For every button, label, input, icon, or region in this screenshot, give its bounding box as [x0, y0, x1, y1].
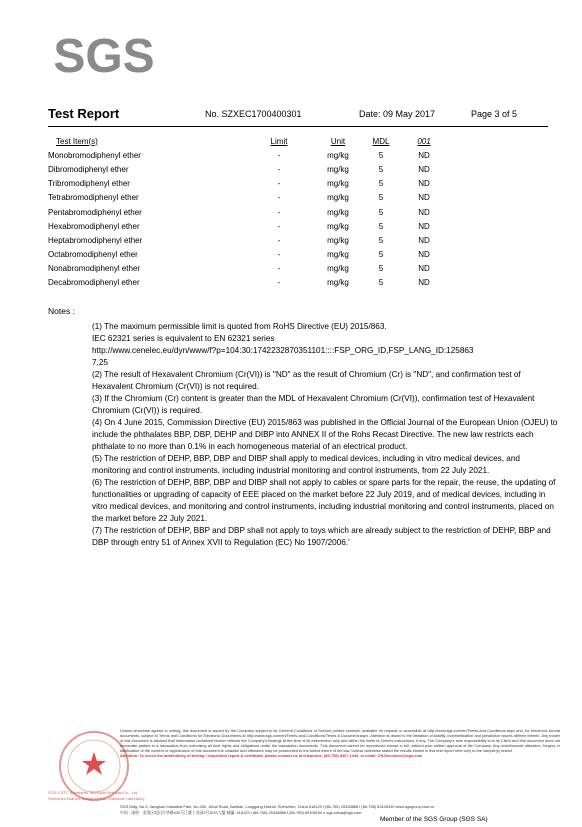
cell-unit: mg/kg	[327, 264, 349, 274]
cell-result: ND	[418, 250, 430, 260]
cell-limit: -	[277, 193, 281, 203]
table-row	[48, 248, 448, 262]
cell-unit: mg/kg	[327, 179, 349, 189]
cell-unit: mg/kg	[327, 150, 349, 160]
table-header-row	[48, 134, 448, 148]
sgs-logo	[48, 28, 160, 80]
report-header	[48, 106, 548, 124]
cell-result: ND	[418, 264, 430, 274]
cell-unit: mg/kg	[327, 207, 349, 217]
note-6: (6) The restriction of DEHP, BBP, DBP and DIBP shall not apply to cables or spare parts for the repair, the reuse, the updating of functionalities or upgrading of capacity of EEE placed on the market before 22 July 2019, and of medical devices, including in vitro medical devices, and monitoring and control instruments, including industrial monitoring and control instruments, placed on the market before 22 July 2021.	[92, 478, 556, 523]
cell-unit: mg/kg	[327, 235, 349, 245]
note-2: (2) The result of Hexavalent Chromium (Cr(VI)) is "ND" as the result of Chromium (Cr) is "ND", and confirmation test of Hexavalent Chromium (Cr(VI)) is not required.	[92, 370, 521, 391]
cell-limit: -	[277, 207, 281, 217]
cell-unit: mg/kg	[327, 278, 349, 288]
cell-mdl: 5	[378, 164, 384, 174]
cell-limit: -	[277, 179, 281, 189]
cell-item: Dibromodiphenyl ether	[48, 164, 129, 174]
cell-limit: -	[277, 235, 281, 245]
report-title: Test Report	[48, 106, 120, 121]
authenticity-notice: Attention: To check the authenticity of testing / inspection report & certificate, please contact us at telephone: (86-755) 8307 1443, or email: CN.Doccheck@sgs.com	[120, 753, 423, 758]
seal-caption	[48, 790, 148, 802]
footer	[48, 724, 560, 815]
legal-text: Unless otherwise agreed in writing, this document is issued by the Company subject to its General Conditions of Service printed overleaf, available on request or accessible at http://www.sgs.com/en/Terms-and-Conditions.aspx and, for electronic format documents, subject to Terms and Conditions for Electronic Documents at http://www.sgs.com/en/Terms-and-Conditions/Terms-e-Document.aspx. Attention is drawn to the limitation of liability, indemnification and jurisdiction issues defined therein. Any holder of this document is advised that information contained hereon reflects the Company's findings at the time of its intervention only and within the limits of Client's instructions, if any. The Company's sole responsibility is to its Client and this document does not exonerate parties to a transaction from exercising all their rights and obligations under the transaction documents. This document cannot be reproduced except in full, without prior written approval of the Company. Any unauthorized alteration, forgery or falsification of the content or appearance of this document is unlawful and offenders may be prosecuted to the fullest extent of the law. Unless otherwise stated the results shown in this test report refer only to the sample(s) tested.	[120, 728, 560, 753]
note-1-url-cont: 7,25	[92, 358, 108, 367]
cell-result: ND	[418, 207, 430, 217]
cell-item: Pentabromodiphenyl ether	[48, 207, 142, 217]
cell-mdl: 5	[378, 179, 384, 189]
notes-label: Notes :	[48, 306, 75, 316]
cell-unit: mg/kg	[327, 164, 349, 174]
cell-result: ND	[418, 164, 430, 174]
cell-item: Heptabromodiphenyl ether	[48, 235, 143, 245]
col-test-items: Test Item(s)	[56, 136, 98, 146]
address-block	[120, 804, 560, 815]
note-4: (4) On 4 June 2015, Commission Directive (EU) 2015/863 was published in the Official Journal of the European Union (OJEU) to include the phthalates BBP, DBP, DEHP and DIBP into ANNEX II of the Rohs Recast Directive. The new law restricts each phthalate to no more than 0.1% in each homogeneous material of an electrical product.	[92, 418, 558, 451]
note-1-standard: IEC 62321 series is equivalent to EN 62321 series	[92, 334, 275, 343]
seal-line: SGS-CSTC Standards Technical Services Co., Ltd.	[48, 790, 139, 795]
note-7: (7) The restriction of DEHP, BBP and DBP shall not apply to toys which are already subject to the restriction of DEHP, BBP and DBP through entry 51 of Annex XVII to Regulation (EC) No 1907/2006.'	[92, 526, 551, 547]
cell-unit: mg/kg	[327, 193, 349, 203]
legal-disclaimer	[120, 728, 560, 758]
cell-limit: -	[277, 278, 281, 288]
address-chinese: 中国 · 深圳 · 龙岗区坂田吉华路430号江灏工业园3号SGS大厦 邮编: 518129 t (86-755) 25328888 f (86-755) 83108190 e sgs.china@sgs.com	[120, 809, 362, 815]
cell-result: ND	[418, 179, 430, 189]
sgs-group-member: Member of the SGS Group (SGS SA)	[380, 816, 488, 823]
cell-item: Nonabromodiphenyl ether	[48, 264, 141, 274]
cell-mdl: 5	[378, 221, 384, 231]
col-result-001: 001	[417, 136, 431, 146]
table-row	[48, 177, 448, 191]
note-1-url: http://www.cenelec.eu/dyn/www/f?p=104:30:1742232870351101::::FSP_ORG_ID,FSP_LANG_ID:125863	[92, 346, 474, 355]
cell-result: ND	[418, 278, 430, 288]
cell-mdl: 5	[378, 264, 384, 274]
table-row	[48, 191, 448, 205]
cell-unit: mg/kg	[327, 221, 349, 231]
cell-item: Decabromodiphenyl ether	[48, 278, 140, 288]
cell-result: ND	[418, 235, 430, 245]
note-3: (3) If the Chromium (Cr) content is greater than the MDL of Hexavalent Chromium (Cr(VI)), confirmation test of Hexavalent Chromium (Cr(VI)) is required.	[92, 394, 535, 415]
cell-mdl: 5	[378, 150, 384, 160]
cell-limit: -	[277, 264, 281, 274]
report-date: Date: 09 May 2017	[359, 109, 436, 119]
seal-line: Shenzhen Branch Testing Center Chemical Laboratory	[48, 796, 145, 801]
cell-item: Monobromodiphenyl ether	[48, 150, 141, 160]
col-limit: Limit	[270, 136, 288, 146]
header-divider	[48, 126, 548, 127]
report-number: No. SZXEC1700400301	[205, 109, 302, 119]
cell-limit: -	[277, 150, 281, 160]
cell-mdl: 5	[378, 193, 384, 203]
cell-unit: mg/kg	[327, 250, 349, 260]
cell-item: Octabromodiphenyl ether	[48, 250, 138, 260]
col-mdl: MDL	[372, 136, 390, 146]
address-english: SGS Bldg. No.3, Jianghao Industrial Park, No.430, Jihua Road, Bantian, Longgang District, Shenzhen, China 518129 t (86-755) 25328888 f (86-755) 83108190 www.sgsgroup.com.cn	[120, 804, 435, 809]
table-row	[48, 205, 448, 219]
notes-list	[92, 321, 558, 549]
cell-mdl: 5	[378, 207, 384, 217]
cell-mdl: 5	[378, 235, 384, 245]
table-row	[48, 276, 448, 290]
cell-item: Hexabromodiphenyl ether	[48, 221, 140, 231]
cell-limit: -	[277, 250, 281, 260]
cell-mdl: 5	[378, 250, 384, 260]
table-row	[48, 262, 448, 276]
table-row	[48, 219, 448, 233]
note-1: (1) The maximum permissible limit is quoted from RoHS Directive (EU) 2015/863.	[92, 322, 387, 331]
table-row	[48, 233, 448, 247]
cell-limit: -	[277, 164, 281, 174]
cell-limit: -	[277, 221, 281, 231]
cell-item: Tribromodiphenyl ether	[48, 179, 130, 189]
table-row	[48, 148, 448, 162]
results-table	[48, 134, 448, 290]
cell-result: ND	[418, 221, 430, 231]
table-row	[48, 162, 448, 176]
col-unit: Unit	[330, 136, 346, 146]
cell-mdl: 5	[378, 278, 384, 288]
note-5: (5) The restriction of DEHP, BBP, DBP and DIBP shall apply to medical devices, including in vitro medical devices, and monitoring and control instruments, including industrial monitoring and control instruments, from 22 July 2021.	[92, 454, 520, 475]
cell-result: ND	[418, 193, 430, 203]
svg-text:SGS: SGS	[53, 30, 155, 80]
cell-item: Tetrabromodiphenyl ether	[48, 193, 139, 203]
cell-result: ND	[418, 150, 430, 160]
page-number: Page 3 of 5	[471, 109, 518, 119]
